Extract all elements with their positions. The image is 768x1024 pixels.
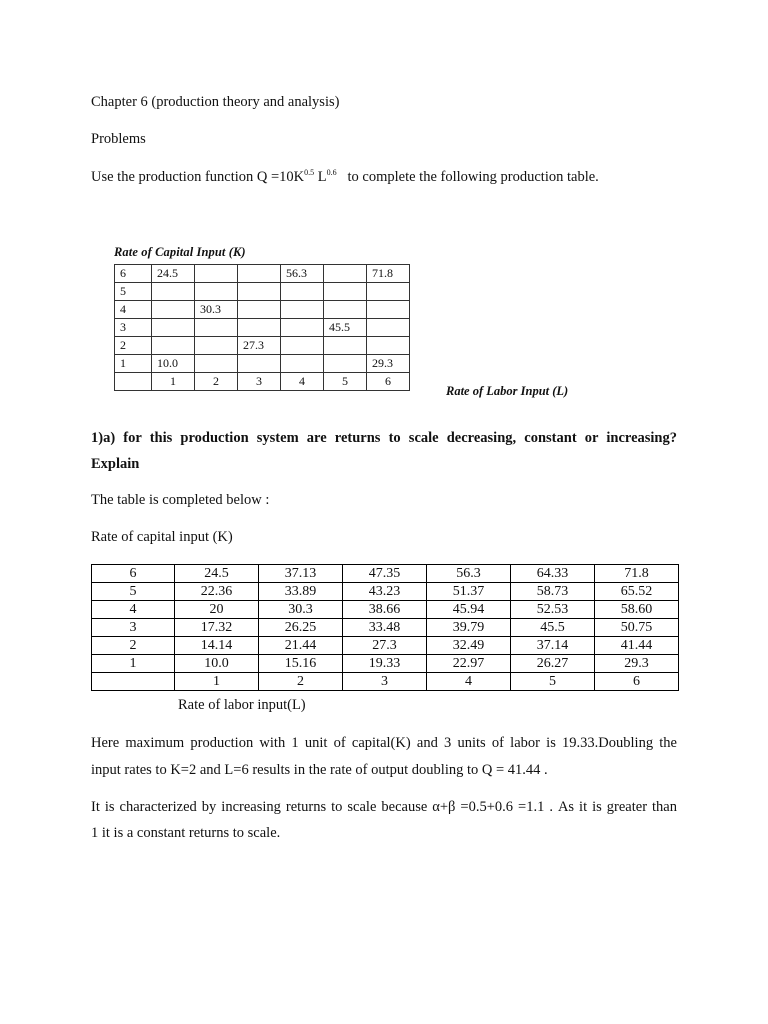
scan-table-cell: 2 <box>115 337 152 355</box>
table-cell: 33.48 <box>343 619 427 637</box>
scanned-table-image <box>90 236 590 406</box>
table-cell: 43.23 <box>343 583 427 601</box>
table-cell: 45.94 <box>427 601 511 619</box>
scan-table-cell: 24.5 <box>152 265 195 283</box>
scan-table-cell: 6 <box>367 373 410 391</box>
table-row <box>92 673 679 691</box>
table-cell: 4 <box>92 601 175 619</box>
table-cell: 6 <box>595 673 679 691</box>
scan-table-cell: 1 <box>152 373 195 391</box>
table-cell: 29.3 <box>595 655 679 673</box>
scan-table-row <box>115 373 410 391</box>
scan-table-cell: 45.5 <box>324 319 367 337</box>
question-line-1 <box>91 430 677 447</box>
table-cell: 56.3 <box>427 565 511 583</box>
table-row <box>92 601 679 619</box>
scan-table-row <box>115 355 410 373</box>
scan-table-cell <box>195 319 238 337</box>
scan-table-cell: 29.3 <box>367 355 410 373</box>
table-cell: 15.16 <box>259 655 343 673</box>
table-cell: 22.36 <box>175 583 259 601</box>
capital-label: Rate of capital input (K) <box>91 529 233 545</box>
scan-table-cell <box>238 283 281 301</box>
scan-table-cell <box>152 283 195 301</box>
scan-table-cell <box>281 355 324 373</box>
scan-table-cell <box>238 355 281 373</box>
scan-table-cell <box>195 265 238 283</box>
scan-table-cell <box>238 301 281 319</box>
table-row <box>92 583 679 601</box>
scan-table-cell: 56.3 <box>281 265 324 283</box>
table-cell: 3 <box>343 673 427 691</box>
k-exponent: 0.5 <box>304 168 315 177</box>
table-cell: 26.25 <box>259 619 343 637</box>
scan-table-cell <box>152 319 195 337</box>
instruction-prefix: Use the production function Q =10K <box>91 169 305 185</box>
scan-table-cell: 30.3 <box>195 301 238 319</box>
table-cell: 1 <box>92 655 175 673</box>
completed-intro: The table is completed below : <box>91 492 270 508</box>
table-cell: 71.8 <box>595 565 679 583</box>
table-cell: 5 <box>92 583 175 601</box>
table-cell: 58.73 <box>511 583 595 601</box>
scan-table-cell: 10.0 <box>152 355 195 373</box>
table-cell: 39.79 <box>427 619 511 637</box>
table-cell: 26.27 <box>511 655 595 673</box>
completed-production-table <box>91 564 679 691</box>
scan-table-cell <box>281 319 324 337</box>
scan-table-cell: 1 <box>115 355 152 373</box>
scan-table-cell: 3 <box>115 319 152 337</box>
table-cell: 17.32 <box>175 619 259 637</box>
scan-table-cell: 6 <box>115 265 152 283</box>
table-cell: 3 <box>92 619 175 637</box>
table-cell: 2 <box>259 673 343 691</box>
scan-table-cell <box>238 319 281 337</box>
table-cell: 1 <box>175 673 259 691</box>
scan-table-cell <box>195 283 238 301</box>
scan-table-cell: 5 <box>324 373 367 391</box>
scan-table-cell <box>324 337 367 355</box>
paragraph1-text-1: Here maximum production with 1 unit of capital(K) and 3 units of labor is 19.33.Doubling the <box>91 735 677 751</box>
scan-table-row <box>115 265 410 283</box>
scan-table-cell: 2 <box>195 373 238 391</box>
table-cell: 20 <box>175 601 259 619</box>
instruction-suffix: to complete the following production table. <box>336 169 599 185</box>
scan-table-cell: 4 <box>281 373 324 391</box>
table-cell: 64.33 <box>511 565 595 583</box>
scan-table-cell <box>324 283 367 301</box>
table-cell: 5 <box>511 673 595 691</box>
scan-table-cell <box>367 319 410 337</box>
table-cell <box>92 673 175 691</box>
scan-table-cell: 3 <box>238 373 281 391</box>
table-cell: 45.5 <box>511 619 595 637</box>
table-cell: 2 <box>92 637 175 655</box>
table-cell: 33.89 <box>259 583 343 601</box>
table-cell: 37.14 <box>511 637 595 655</box>
table-cell: 24.5 <box>175 565 259 583</box>
table-cell: 21.44 <box>259 637 343 655</box>
table-cell: 30.3 <box>259 601 343 619</box>
scanned-production-table <box>114 264 410 391</box>
scan-table-row <box>115 301 410 319</box>
scan-table-cell <box>238 265 281 283</box>
table-cell: 38.66 <box>343 601 427 619</box>
scan-table-cell <box>152 337 195 355</box>
table-row <box>92 565 679 583</box>
table-cell: 19.33 <box>343 655 427 673</box>
scan-table-cell: 5 <box>115 283 152 301</box>
table-row <box>92 619 679 637</box>
scan-table-cell <box>367 301 410 319</box>
scan-table-x-title: Rate of Labor Input (L) <box>446 384 569 398</box>
table-cell: 50.75 <box>595 619 679 637</box>
scan-table-cell <box>324 265 367 283</box>
scan-table-cell: 71.8 <box>367 265 410 283</box>
scan-table-cell <box>324 301 367 319</box>
question-text: 1)a) for this production system are returns to scale decreasing, constant or increasing? <box>91 430 677 446</box>
scan-table-row <box>115 283 410 301</box>
scan-table-cell <box>367 337 410 355</box>
table-cell: 51.37 <box>427 583 511 601</box>
table-cell: 10.0 <box>175 655 259 673</box>
table-cell: 14.14 <box>175 637 259 655</box>
labor-label: Rate of labor input(L) <box>178 697 306 713</box>
table-cell: 58.60 <box>595 601 679 619</box>
instruction-line <box>91 168 599 186</box>
table-cell: 32.49 <box>427 637 511 655</box>
chapter-title: Chapter 6 (production theory and analysis) <box>91 94 340 110</box>
paragraph2-line1 <box>91 799 677 816</box>
paragraph2-text-1: It is characterized by increasing returns to scale because α+β =0.5+0.6 =1.1 . As it is greater than <box>91 799 677 815</box>
table-cell: 65.52 <box>595 583 679 601</box>
scan-table-cell <box>281 283 324 301</box>
scan-table-row <box>115 337 410 355</box>
table-cell: 47.35 <box>343 565 427 583</box>
scan-table-row <box>115 319 410 337</box>
paragraph1-line2: input rates to K=2 and L=6 results in the rate of output doubling to Q = 41.44 . <box>91 762 548 778</box>
scan-table-cell: 27.3 <box>238 337 281 355</box>
scan-table-cell <box>195 355 238 373</box>
table-cell: 52.53 <box>511 601 595 619</box>
scan-table-cell: 4 <box>115 301 152 319</box>
scan-table-cell <box>195 337 238 355</box>
table-cell: 22.97 <box>427 655 511 673</box>
problems-label: Problems <box>91 131 146 147</box>
table-cell: 37.13 <box>259 565 343 583</box>
table-cell: 4 <box>427 673 511 691</box>
scan-table-cell <box>281 301 324 319</box>
scan-table-cell <box>324 355 367 373</box>
scan-table-title: Rate of Capital Input (K) <box>114 245 246 259</box>
instruction-middle: L <box>314 169 327 185</box>
scan-table-cell <box>281 337 324 355</box>
l-exponent: 0.6 <box>326 168 337 177</box>
paragraph2-line2: 1 it is a constant returns to scale. <box>91 825 281 841</box>
question-line-2: Explain <box>91 456 140 472</box>
scan-table-cell <box>367 283 410 301</box>
table-row <box>92 655 679 673</box>
table-cell: 41.44 <box>595 637 679 655</box>
table-cell: 6 <box>92 565 175 583</box>
table-cell: 27.3 <box>343 637 427 655</box>
scan-table-cell <box>115 373 152 391</box>
paragraph1-line1 <box>91 735 677 752</box>
table-row <box>92 637 679 655</box>
scan-table-cell <box>152 301 195 319</box>
